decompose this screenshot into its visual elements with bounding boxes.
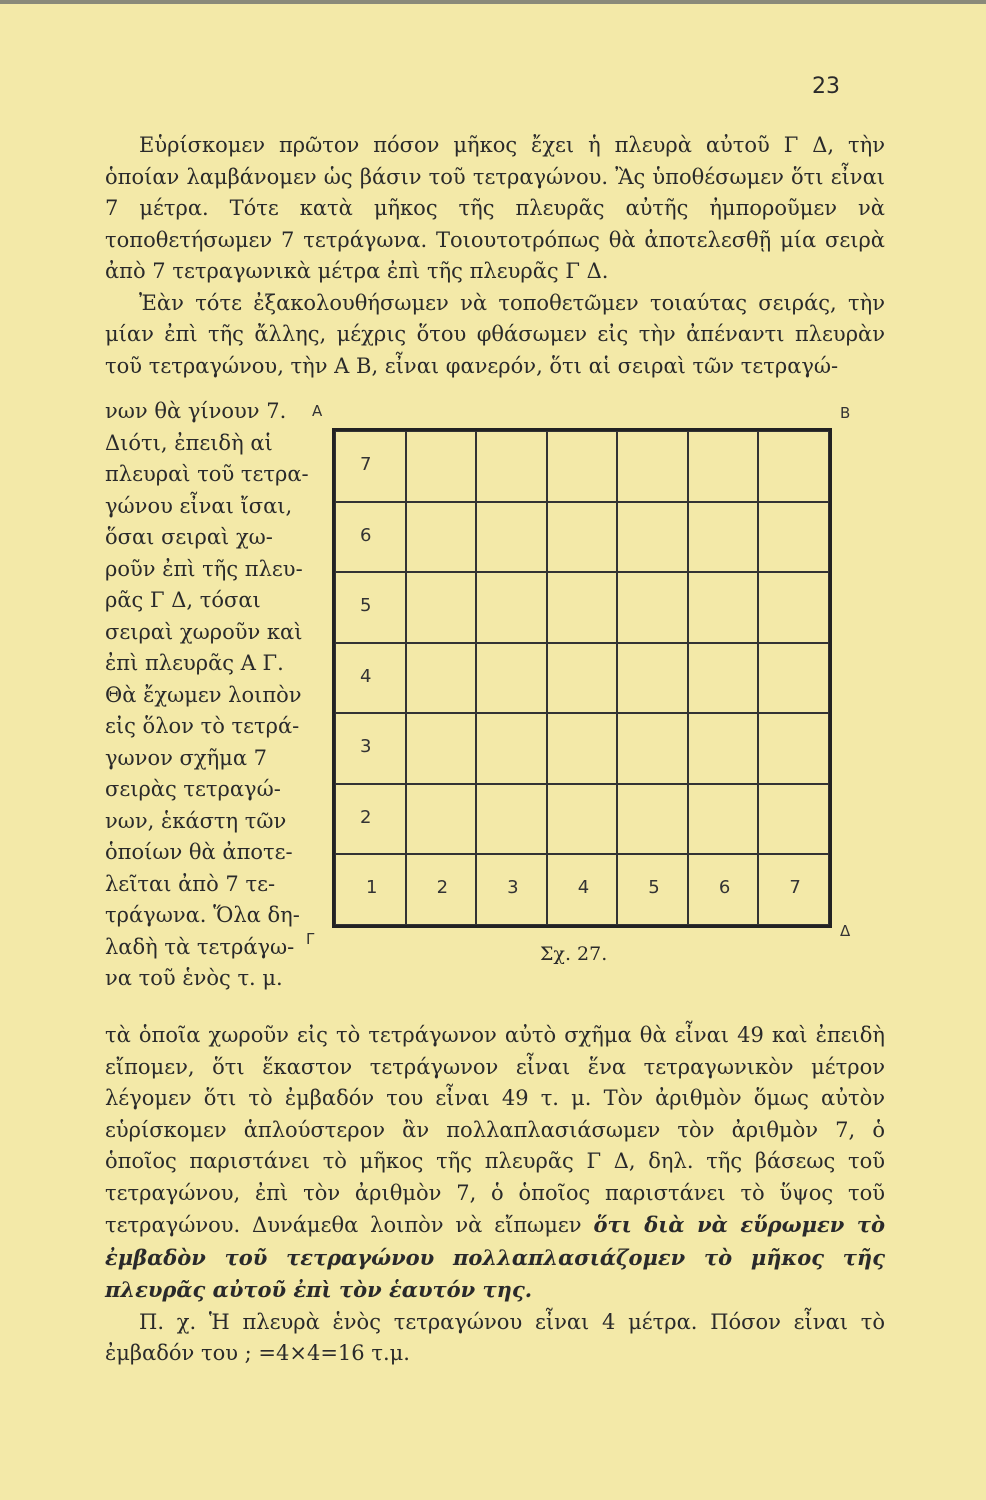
grid-cell	[547, 431, 618, 502]
column-label: 2	[436, 877, 449, 899]
grid-cell	[335, 431, 406, 502]
grid-cell	[617, 713, 688, 784]
side-line: τράγωνα. Ὅλα δη-	[105, 903, 300, 927]
corner-label-g: Γ	[306, 930, 315, 948]
grid-cell	[476, 502, 547, 573]
grid-cell	[617, 784, 688, 855]
side-line: πλευραὶ τοῦ τετρα-	[105, 462, 309, 486]
grid-cell	[688, 502, 759, 573]
grid-cell	[617, 572, 688, 643]
unit-square-grid	[332, 428, 832, 928]
grid-cell	[758, 854, 829, 925]
area-rule: ὅτι διὰ νὰ εὕρωμεν τὸ ἐμβαδὸν τοῦ τετραγώνου πολλαπλασιάζομεν τὸ μῆκος τῆς πλευρᾶς αὐτοῦ ἐπὶ τὸν ἑαυτόν της.	[105, 1212, 885, 1302]
grid-cell	[688, 572, 759, 643]
grid-cell	[688, 784, 759, 855]
column-label: 1	[366, 877, 378, 899]
page-number: 23	[812, 74, 840, 99]
side-line: γώνου εἶναι ἴσαι,	[105, 493, 293, 518]
side-line: ροῦν ἐπὶ τῆς πλευ-	[105, 556, 303, 581]
corner-label-b: Β	[840, 404, 851, 422]
column-label: 5	[648, 877, 660, 899]
grid-cell	[406, 854, 477, 925]
side-line: σειρὰς τετραγώ-	[105, 777, 281, 801]
side-line: Θὰ ἔχωμεν λοιπὸν	[105, 682, 302, 707]
grid-cell	[335, 572, 406, 643]
side-line: Διότι, ἐπειδὴ αἱ	[105, 430, 273, 455]
side-line: γωνον σχῆμα 7	[105, 745, 268, 770]
grid-cell	[335, 713, 406, 784]
row-label: 2	[360, 806, 372, 828]
row-label: 7	[360, 454, 372, 475]
grid-cell	[406, 431, 477, 502]
grid-cell	[335, 854, 406, 925]
grid-cell	[617, 431, 688, 502]
grid-cell	[617, 502, 688, 573]
grid-cell	[547, 643, 618, 714]
grid-cell	[688, 643, 759, 714]
grid-cell	[406, 502, 477, 573]
grid-cell	[758, 572, 829, 643]
column-label: 3	[507, 877, 519, 899]
grid-cell	[547, 854, 618, 925]
continuation-text	[105, 1020, 885, 1370]
column-label: 7	[789, 877, 801, 899]
side-line: ρᾶς Γ Δ, τόσαι	[105, 588, 261, 612]
grid-cell	[758, 643, 829, 714]
grid-cell	[547, 502, 618, 573]
grid-cell	[406, 572, 477, 643]
paragraph-1: Εὑρίσκομεν πρῶτον πόσον μῆκος ἔχει ἡ πλευρὰ αὐτοῦ Γ Δ, τὴν ὁποίαν λαμβάνομεν ὡς βάσιν τοῦ τετραγώνου. Ἂς ὑποθέσωμεν ὅτι εἶναι 7 μέτρα. Τότε κατὰ μῆκος τῆς πλευρᾶς αὐτῆς ἠμποροῦμεν νὰ τοποθετήσωμεν 7 τετράγωνα. Τοιουτοτρόπως θὰ ἀποτελεσθῇ μία σειρὰ ἀπὸ 7 τετραγωνικὰ μέτρα ἐπὶ τῆς πλευρᾶς Γ Δ.	[105, 133, 885, 283]
row-label: 4	[360, 665, 372, 687]
grid-cell	[406, 784, 477, 855]
grid-cell	[758, 784, 829, 855]
grid-cell	[476, 572, 547, 643]
grid-cell	[688, 713, 759, 784]
grid-cell	[758, 713, 829, 784]
grid-cell	[476, 713, 547, 784]
side-line: σειραὶ χωροῦν καὶ	[105, 619, 303, 644]
grid-cell	[406, 643, 477, 714]
example: Π. χ. Ἡ πλευρὰ ἑνὸς τετραγώνου εἶναι 4 μέτρα. Πόσον εἶναι τὸ ἐμβαδόν του ; =4×4=16 τ.μ.	[105, 1309, 885, 1365]
row-label: 3	[360, 736, 372, 758]
grid-cell	[688, 431, 759, 502]
corner-label-a: Α	[312, 402, 323, 420]
corner-label-d: Δ	[840, 922, 851, 940]
grid-cell	[547, 572, 618, 643]
paragraph-2: Ἐὰν τότε ἐξακολουθήσωμεν νὰ τοποθετῶμεν τοιαύτας σειράς, τὴν μίαν ἐπὶ τῆς ἄλλης, μέχρις ὅτου φθάσωμεν εἰς τὴν ἀπέναντι πλευρὰν τοῦ τετραγώνου, τὴν Α Β, εἶναι φανερόν, ὅτι αἱ σειραὶ τῶν τετραγώ-	[105, 290, 885, 378]
continuation: τὰ ὁποῖα χωροῦν εἰς τὸ τετράγωνον αὐτὸ σχῆμα θὰ εἶναι 49 καὶ ἐπειδὴ εἴπομεν, ὅτι ἕκαστον τετράγωνον εἶναι ἕνα τετραγωνικὸν μέτρον λέγομεν ὅτι τὸ ἐμβαδόν του εἶναι 49 τ. μ. Τὸν ἀριθμὸν ὅμως αὐτὸν εὑρίσκομεν ἁπλούστερον ἂν πολλαπλασιάσωμεν τὸν ἀριθμὸν 7, ὁ ὁποῖος παριστάνει τὸ μῆκος τῆς πλευρᾶς Γ Δ, δηλ. τῆς βάσεως τοῦ τετραγώνου, ἐπὶ τὸν ἀριθμὸν 7, ὁ ὁποῖος παριστάνει τὸ ὕψος τοῦ τετραγώνου. Δυνάμεθα λοιπὸν νὰ εἴπωμεν	[105, 1023, 885, 1237]
grid-cell	[406, 713, 477, 784]
grid-cell	[547, 713, 618, 784]
side-line: λεῖται ἀπὸ 7 τε-	[105, 871, 276, 896]
grid-cell	[335, 784, 406, 855]
square-figure	[306, 398, 858, 965]
side-line: ὁποίων θὰ ἀποτε-	[105, 840, 293, 864]
side-line: εἰς ὅλον τὸ τετρά-	[105, 714, 300, 738]
side-line: να τοῦ ἑνὸς τ. μ.	[105, 966, 283, 990]
side-line: λαδὴ τὰ τετράγω-	[105, 934, 295, 959]
intro-text	[105, 130, 885, 382]
grid-cell	[476, 643, 547, 714]
grid-cell	[476, 784, 547, 855]
row-label: 6	[360, 524, 372, 546]
figure-caption: Σχ. 27.	[540, 943, 608, 965]
grid-cell	[547, 784, 618, 855]
grid-cell	[335, 502, 406, 573]
row-label: 5	[360, 595, 372, 617]
side-line: νων θὰ γίνουν 7.	[105, 399, 287, 423]
column-label: 4	[577, 877, 590, 899]
grid-cell	[688, 854, 759, 925]
grid-cell	[758, 431, 829, 502]
grid-cell	[335, 643, 406, 714]
grid-cell	[617, 854, 688, 925]
grid-cell	[617, 643, 688, 714]
grid-cell	[758, 502, 829, 573]
side-line: νων, ἑκάστη τῶν	[105, 808, 287, 833]
grid-cell	[476, 854, 547, 925]
grid-cell	[476, 431, 547, 502]
column-label: 6	[718, 877, 731, 899]
side-text	[105, 396, 315, 995]
side-line: ὅσαι σειραὶ χω-	[105, 525, 273, 549]
page-edge	[0, 0, 986, 4]
side-line: ἐπὶ πλευρᾶς Α Γ.	[105, 651, 284, 675]
